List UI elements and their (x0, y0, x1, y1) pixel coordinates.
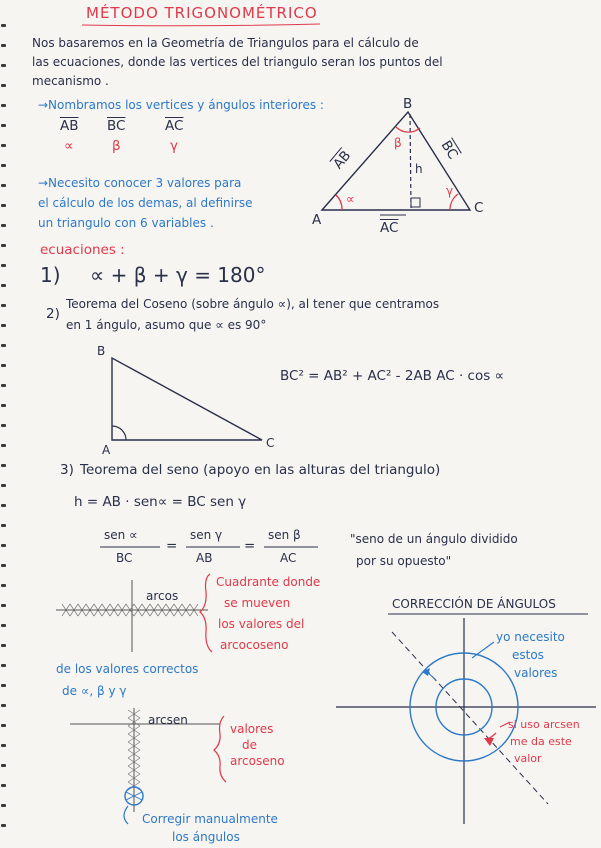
naming-heading: →Nombramos los vertices y ángulos interiores : (38, 98, 324, 112)
equals-sign: = (244, 538, 256, 554)
fraction-numerator: sen ∝ (104, 528, 138, 542)
arccos-note-line: los valores del (218, 617, 305, 631)
vertex-c: C (474, 200, 484, 216)
arcsin-result-note: valor (514, 752, 542, 765)
need-line: →Necesito conocer 3 valores para (38, 176, 242, 190)
correct-note-line: los ángulos (172, 830, 240, 844)
equations-heading: ecuaciones : (40, 242, 125, 258)
vertex-b: B (97, 344, 106, 358)
need-line: el cálculo de los demas, al definirse (38, 196, 253, 210)
from-values-line: de los valores correctos (56, 662, 199, 676)
side-label: $\overline{AC}$ (165, 118, 184, 134)
fraction-denominator: AC (280, 551, 297, 565)
eq3-line: Teorema del seno (apoyo en las alturas del triangulo) (80, 462, 441, 478)
arccos-label: arcos (146, 589, 179, 603)
need-values-line: yo necesito (496, 630, 565, 644)
fraction-denominator: AB (196, 551, 213, 565)
height-formula: h = AB · sen∝ = BC sen γ (74, 494, 247, 510)
equals-sign: = (166, 538, 178, 554)
arcsin-note-line: arcoseno (230, 754, 285, 768)
vertex-b: B (403, 96, 413, 112)
arcsin-label: arcsen (148, 713, 188, 727)
arccos-note-line: arcocoseno (220, 638, 289, 652)
need-values-line: valores (514, 666, 558, 680)
angle-label: β (112, 138, 121, 154)
arcsin-note-line: de (242, 738, 257, 752)
vertex-a: A (102, 443, 111, 457)
side-label: $\overline{AB}$ (60, 118, 79, 134)
arcsin-result-note: me da este (510, 735, 572, 748)
angle-label: ∝ (64, 138, 74, 154)
alpha-label: ∝ (346, 192, 355, 206)
fraction-numerator: sen γ (190, 528, 223, 542)
side-ab-label: $\overline{AB}$ (330, 147, 355, 173)
eq2-line: en 1 ángulo, asumo que ∝ es 90° (66, 318, 267, 332)
intro-line: las ecuaciones, donde las vertices del triangulo seran los puntos del (32, 55, 443, 69)
eq2-number: 2) (46, 306, 60, 322)
intro-line: mecanismo . (32, 74, 109, 88)
side-bc-label: $\overline{BC}$ (437, 137, 461, 163)
correction-title: CORRECCIÓN DE ÁNGULOS (392, 597, 556, 611)
intro-line: Nos basaremos en la Geometría de Triangulos para el cálculo de (32, 36, 419, 50)
height-label: h (415, 162, 423, 176)
gamma-label: γ (446, 184, 454, 198)
arcsin-note-line: valores (230, 722, 274, 736)
from-values-line: de ∝, β y γ (62, 684, 127, 698)
fraction-denominator: BC (116, 551, 133, 565)
side-ac-label: $\overline{AC}$ (380, 220, 399, 236)
beta-label: β (394, 136, 402, 150)
fraction-numerator: sen β (268, 528, 301, 542)
eq3-number: 3) (60, 462, 74, 478)
arccos-note-line: Cuadrante donde (216, 575, 321, 589)
arcsin-result-note: si uso arcsen (508, 718, 580, 731)
need-values-line: estos (512, 648, 544, 662)
vertex-c: C (266, 436, 275, 450)
need-line: un triangulo con 6 variables . (38, 216, 214, 230)
cosine-formula: BC² = AB² + AC² - 2AB AC · cos ∝ (280, 368, 505, 384)
correct-note-line: Corregir manualmente (142, 812, 278, 826)
eq1-number: 1) (40, 263, 61, 287)
eq1-formula: ∝ + β + γ = 180° (90, 263, 266, 287)
vertex-a: A (312, 212, 322, 228)
page-title: MÉTODO TRIGONOMÉTRICO (86, 4, 318, 22)
side-label: $\overline{BC}$ (107, 118, 126, 134)
sine-note: por su opuesto" (356, 554, 452, 568)
arccos-note-line: se mueven (224, 596, 291, 610)
eq2-line: Teorema del Coseno (sobre ángulo ∝), al tener que centramos (66, 297, 440, 311)
sine-note: "seno de un ángulo dividido (350, 532, 518, 546)
angle-label: γ (170, 138, 178, 154)
